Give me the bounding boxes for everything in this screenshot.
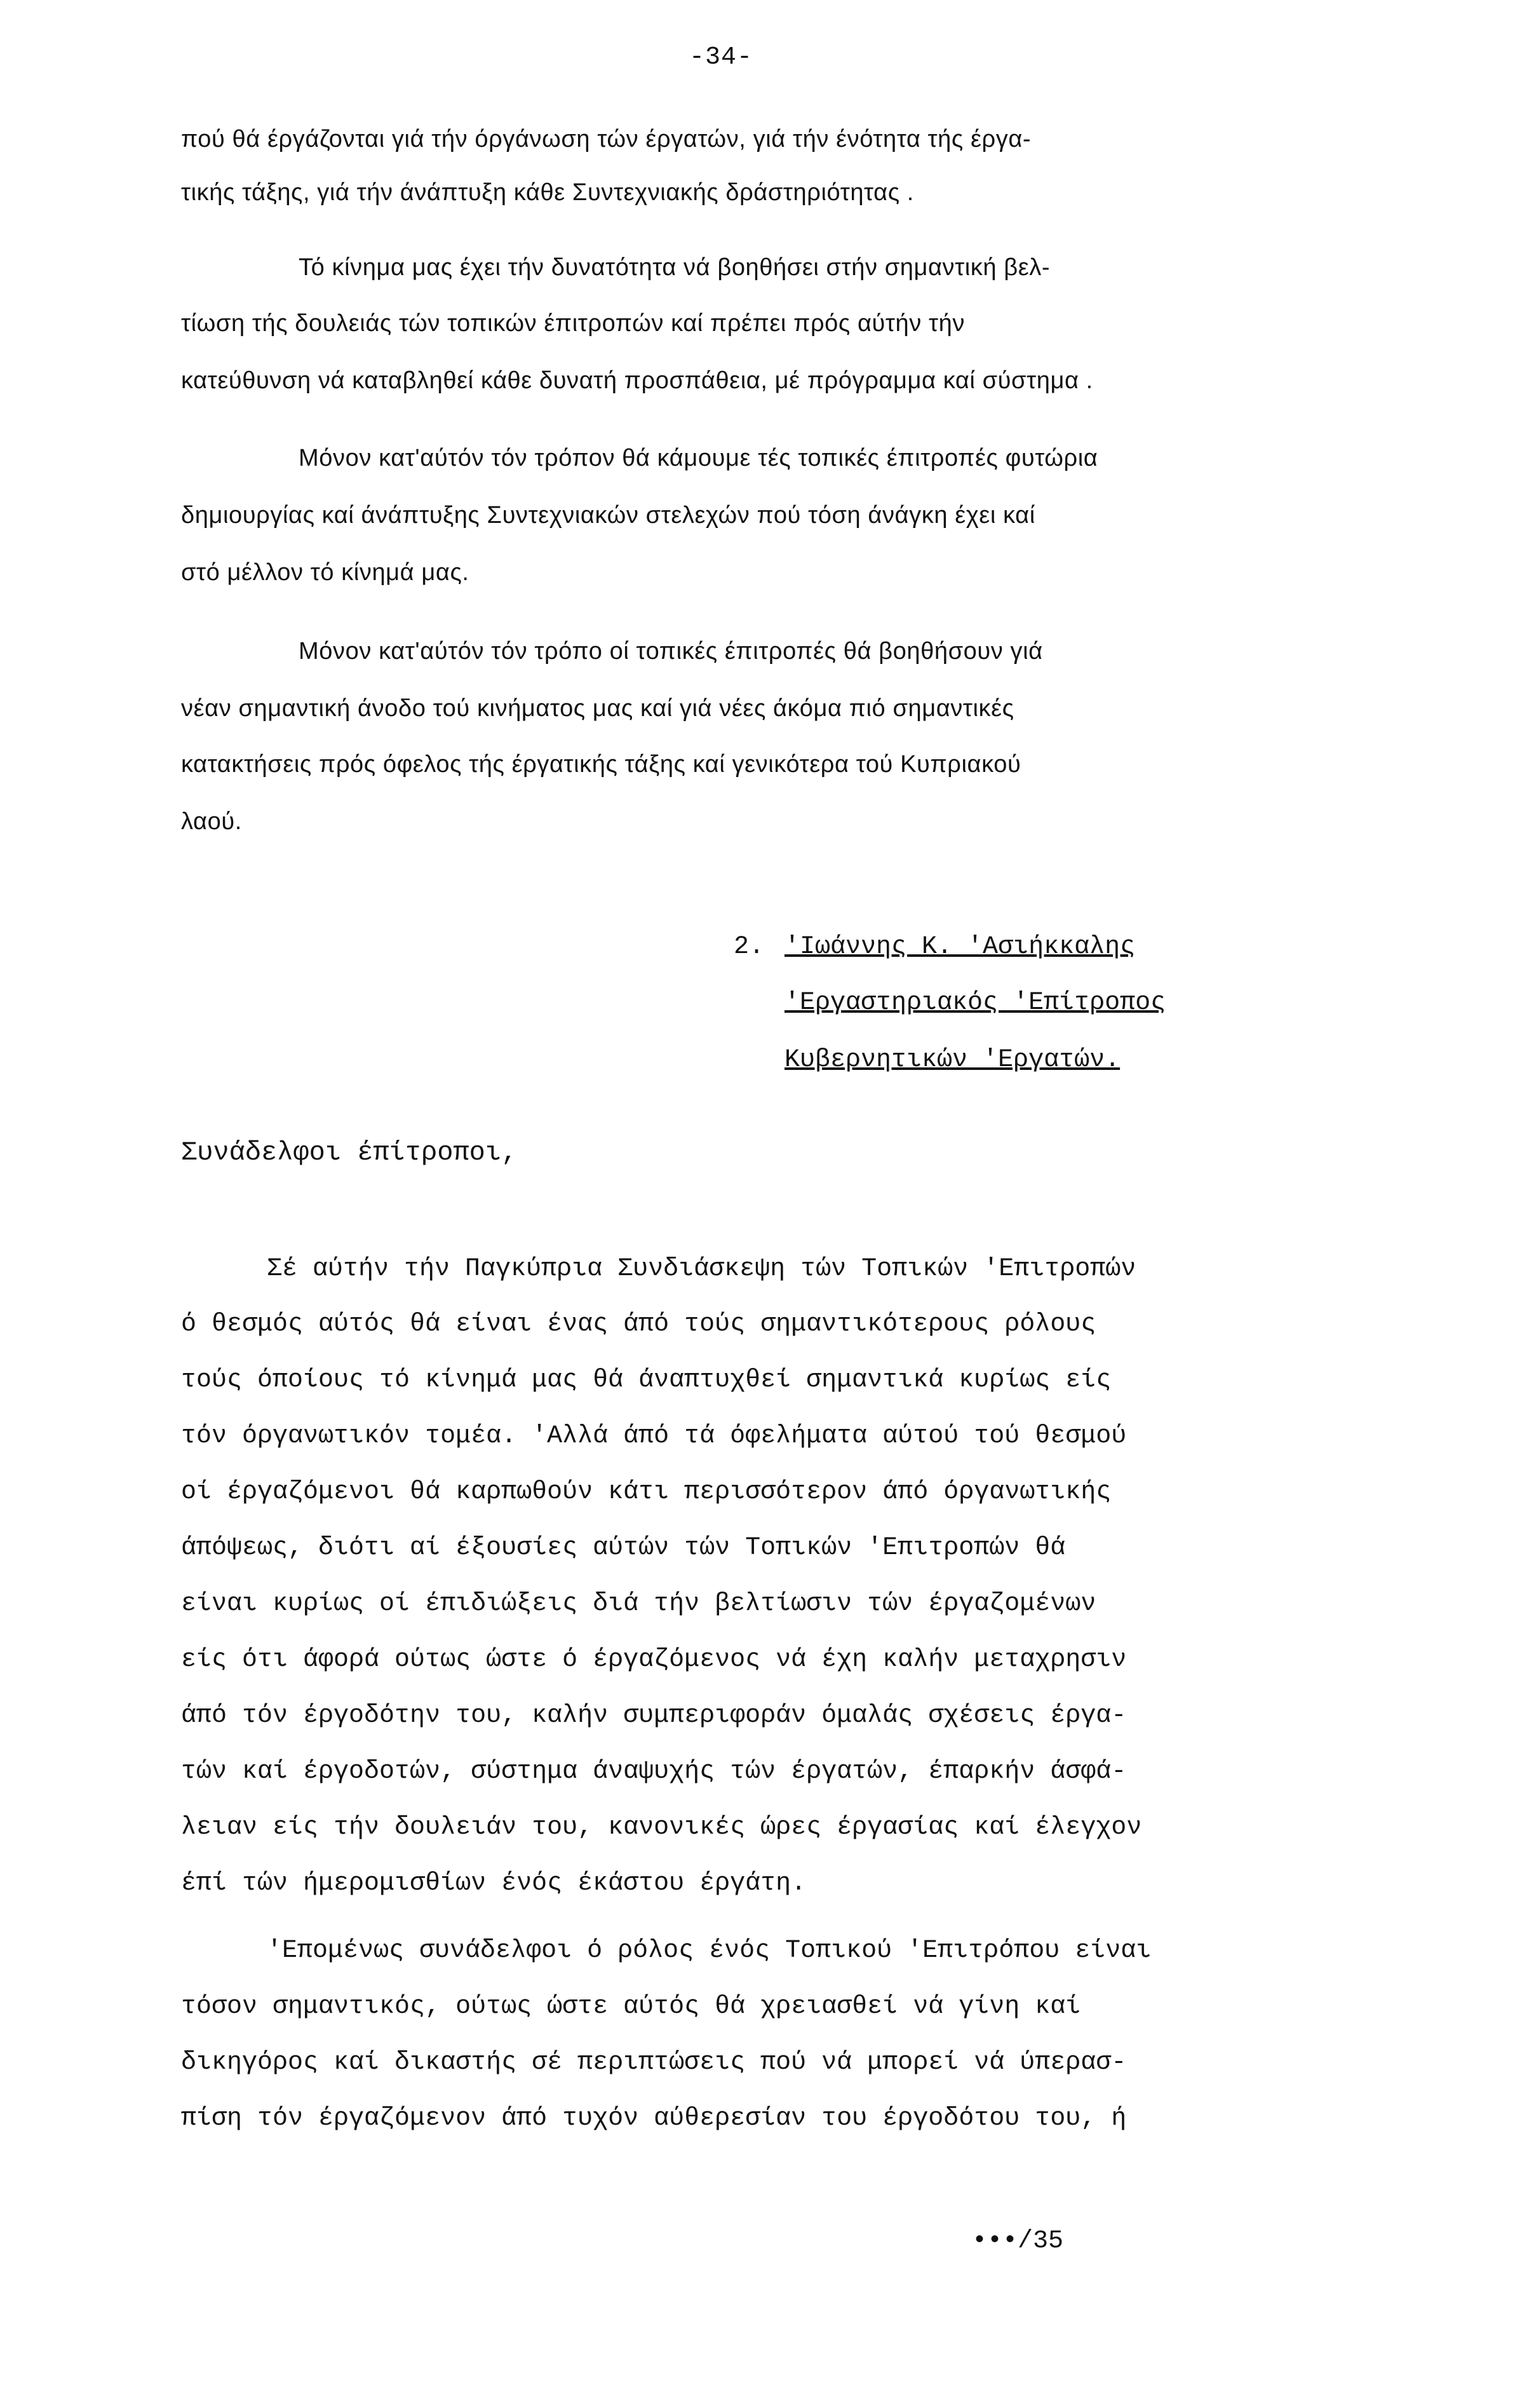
text-line: είς ότι άφορά ούτως ώστε ό έργαζόμενος νά έχη καλήν μεταχρησιν (181, 1646, 1127, 1674)
text-line: άπό τόν έργοδότην του, καλήν συμπεριφοράν όμαλάς σχέσεις έργα- (181, 1701, 1127, 1730)
text-line: στό μέλλον τό κίνημά μας. (181, 559, 469, 586)
text-line: τικής τάξης, γιά τήν άνάπτυξη κάθε Συντεχνιακής δράστηριότητας . (181, 179, 914, 206)
text-line: δημιουργίας καί άνάπτυξης Συντεχνιακών στελεχών πού τόση άνάγκη έχει καί (181, 502, 1035, 529)
text-line: λειαν είς τήν δουλειάν του, κανονικές ώρες έργασίας καί έλεγχον (181, 1813, 1142, 1842)
signature-role: 'Εργαστηριακός 'Επίτροπος (785, 989, 1166, 1017)
text-line: νέαν σημαντική άνοδο τού κινήματος μας καί γιά νέες άκόμα πιό σημαντικές (181, 695, 1014, 722)
salutation: Συνάδελφοι έπίτροποι, (181, 1137, 518, 1168)
page-number: -34- (689, 43, 753, 72)
text-line: οί έργαζόμενοι θά καρπωθούν κάτι περισσότερον άπό όργανωτικής (181, 1478, 1112, 1506)
text-line: άπόψεως, διότι αί έξουσίες αύτών τών Τοπικών 'Επιτροπών θά (181, 1534, 1066, 1562)
text-line: Μόνον κατ'αύτόν τόν τρόπο οί τοπικές έπιτροπές θά βοηθήσουν γιά (299, 638, 1043, 665)
text-line: Μόνον κατ'αύτόν τόν τρόπον θά κάμουμε τές τοπικές έπιτροπές φυτώρια (299, 445, 1098, 471)
signature-org: Κυβερνητικών 'Εργατών. (785, 1046, 1121, 1074)
continuation-marker: •••/35 (972, 2227, 1064, 2256)
text-line: είναι κυρίως οί έπιδιώξεις διά τήν βελτίωσιν τών έργαζομένων (181, 1590, 1096, 1618)
text-line: 'Επομένως συνάδελφοι ό ρόλος ένός Τοπικού 'Επιτρόπου είναι (267, 1937, 1152, 1965)
signature-number: 2. (734, 933, 765, 961)
text-line: πού θά έργάζονται γιά τήν όργάνωση τών έργατών, γιά τήν ένότητα τής έργα- (181, 126, 1032, 152)
text-line: ό θεσμός αύτός θά είναι ένας άπό τούς σημαντικότερους ρόλους (181, 1310, 1096, 1339)
text-line: Σέ αύτήν τήν Παγκύπρια Συνδιάσκεψη τών Τοπικών 'Επιτροπών (267, 1255, 1136, 1283)
text-line: έπί τών ήμερομισθίων ένός έκάστου έργάτη. (181, 1869, 807, 1898)
text-line: κατεύθυνση νά καταβληθεί κάθε δυνατή προσπάθεια, μέ πρόγραμμα καί σύστημα . (181, 367, 1093, 394)
text-line: τών καί έργοδοτών, σύστημα άναψυχής τών έργατών, έπαρκήν άσφά- (181, 1757, 1127, 1786)
signature-name: 'Ιωάννης Κ. 'Ασιήκκαλης (785, 933, 1136, 961)
text-line: Τό κίνημα μας έχει τήν δυνατότητα νά βοηθήσει στήν σημαντική βελ- (299, 254, 1051, 281)
text-line: τόν όργανωτικόν τομέα. 'Αλλά άπό τά όφελήματα αύτού τού θεσμού (181, 1422, 1127, 1451)
text-line: κατακτήσεις πρός όφελος τής έργατικής τάξης καί γενικότερα τού Κυπριακού (181, 751, 1021, 778)
text-line: λαού. (181, 808, 242, 835)
text-line: δικηγόρος καί δικαστής σέ περιπτώσεις πού νά μπορεί νά ύπερασ- (181, 2048, 1127, 2077)
text-line: τόσον σημαντικός, ούτως ώστε αύτός θά χρειασθεί νά γίνη καί (181, 1992, 1081, 2021)
text-line: τίωση τής δουλειάς τών τοπικών έπιτροπών καί πρέπει πρός αύτήν τήν (181, 310, 965, 337)
text-line: πίση τόν έργαζόμενον άπό τυχόν αύθερεσίαν του έργοδότου του, ή (181, 2104, 1127, 2133)
text-line: τούς όποίους τό κίνημά μας θά άναπτυχθεί σημαντικά κυρίως είς (181, 1366, 1112, 1395)
